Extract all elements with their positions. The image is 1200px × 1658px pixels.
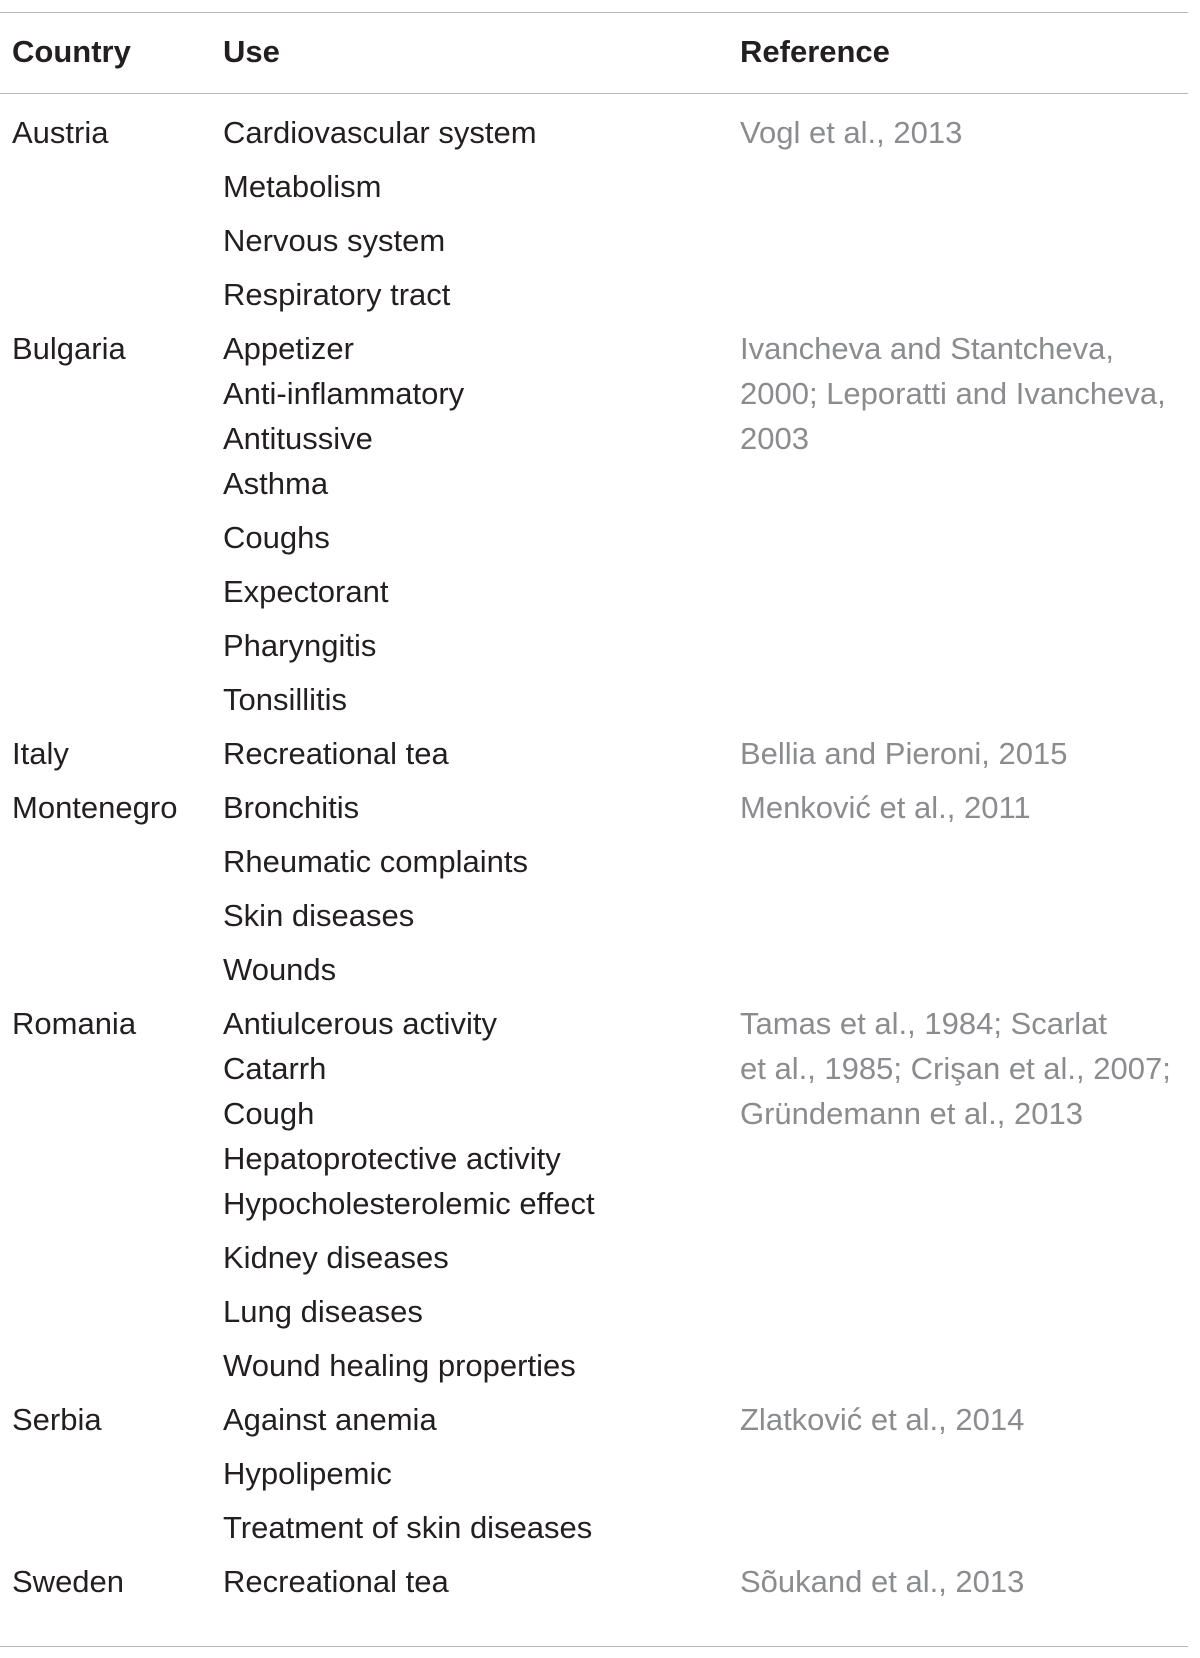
- cell-use: Tonsillitis: [223, 682, 348, 717]
- cell-use: Skin diseases: [223, 898, 415, 933]
- cell-reference: Ivancheva and Stantcheva,: [740, 331, 1114, 366]
- cell-use: Against anemia: [223, 1402, 437, 1437]
- cell-reference: Bellia and Pieroni, 2015: [740, 736, 1068, 771]
- cell-use: Hypolipemic: [223, 1456, 392, 1491]
- cell-use: Recreational tea: [223, 736, 449, 771]
- cell-reference: 2000; Leporatti and Ivancheva,: [740, 376, 1166, 411]
- cell-use: Wound healing properties: [223, 1348, 576, 1383]
- cell-country: Serbia: [12, 1402, 102, 1437]
- cell-use: Kidney diseases: [223, 1240, 449, 1275]
- cell-use: Coughs: [223, 520, 330, 555]
- cell-country: Italy: [12, 736, 69, 771]
- cell-use: Asthma: [223, 466, 329, 501]
- cell-country: Montenegro: [12, 790, 178, 825]
- table-top-rule: [0, 12, 1188, 13]
- cell-country: Romania: [12, 1006, 137, 1041]
- cell-reference: 2003: [740, 421, 809, 456]
- cell-country: Bulgaria: [12, 331, 126, 366]
- cell-use: Cardiovascular system: [223, 115, 537, 150]
- cell-use: Nervous system: [223, 223, 446, 258]
- cell-reference: Tamas et al., 1984; Scarlat: [740, 1006, 1108, 1041]
- cell-use: Bronchitis: [223, 790, 360, 825]
- cell-use: Metabolism: [223, 169, 382, 204]
- cell-reference: Vogl et al., 2013: [740, 115, 963, 150]
- cell-use: Respiratory tract: [223, 277, 451, 312]
- cell-country: Sweden: [12, 1564, 125, 1599]
- cell-reference: et al., 1985; Crişan et al., 2007;: [740, 1051, 1171, 1086]
- cell-use: Hepatoprotective activity: [223, 1141, 561, 1176]
- cell-reference: Menković et al., 2011: [740, 790, 1031, 825]
- cell-country: Austria: [12, 115, 109, 150]
- cell-use: Antitussive: [223, 421, 373, 456]
- cell-use: Cough: [223, 1096, 315, 1131]
- cell-use: Expectorant: [223, 574, 389, 609]
- cell-use: Hypocholesterolemic effect: [223, 1186, 595, 1221]
- cell-use: Pharyngitis: [223, 628, 377, 663]
- cell-use: Lung diseases: [223, 1294, 423, 1329]
- table-bottom-rule: [0, 1646, 1188, 1647]
- header-use: Use: [223, 34, 280, 69]
- cell-use: Treatment of skin diseases: [223, 1510, 593, 1545]
- cell-reference: Zlatković et al., 2014: [740, 1402, 1025, 1437]
- cell-use: Wounds: [223, 952, 337, 987]
- cell-use: Rheumatic complaints: [223, 844, 528, 879]
- cell-use: Anti-inflammatory: [223, 376, 465, 411]
- header-rule: [0, 93, 1188, 94]
- cell-use: Recreational tea: [223, 1564, 449, 1599]
- header-country: Country: [12, 34, 131, 69]
- header-reference: Reference: [740, 34, 890, 69]
- cell-use: Antiulcerous activity: [223, 1006, 497, 1041]
- cell-reference: Gründemann et al., 2013: [740, 1096, 1083, 1131]
- cell-use: Catarrh: [223, 1051, 327, 1086]
- cell-use: Appetizer: [223, 331, 354, 366]
- cell-reference: Sõukand et al., 2013: [740, 1564, 1025, 1599]
